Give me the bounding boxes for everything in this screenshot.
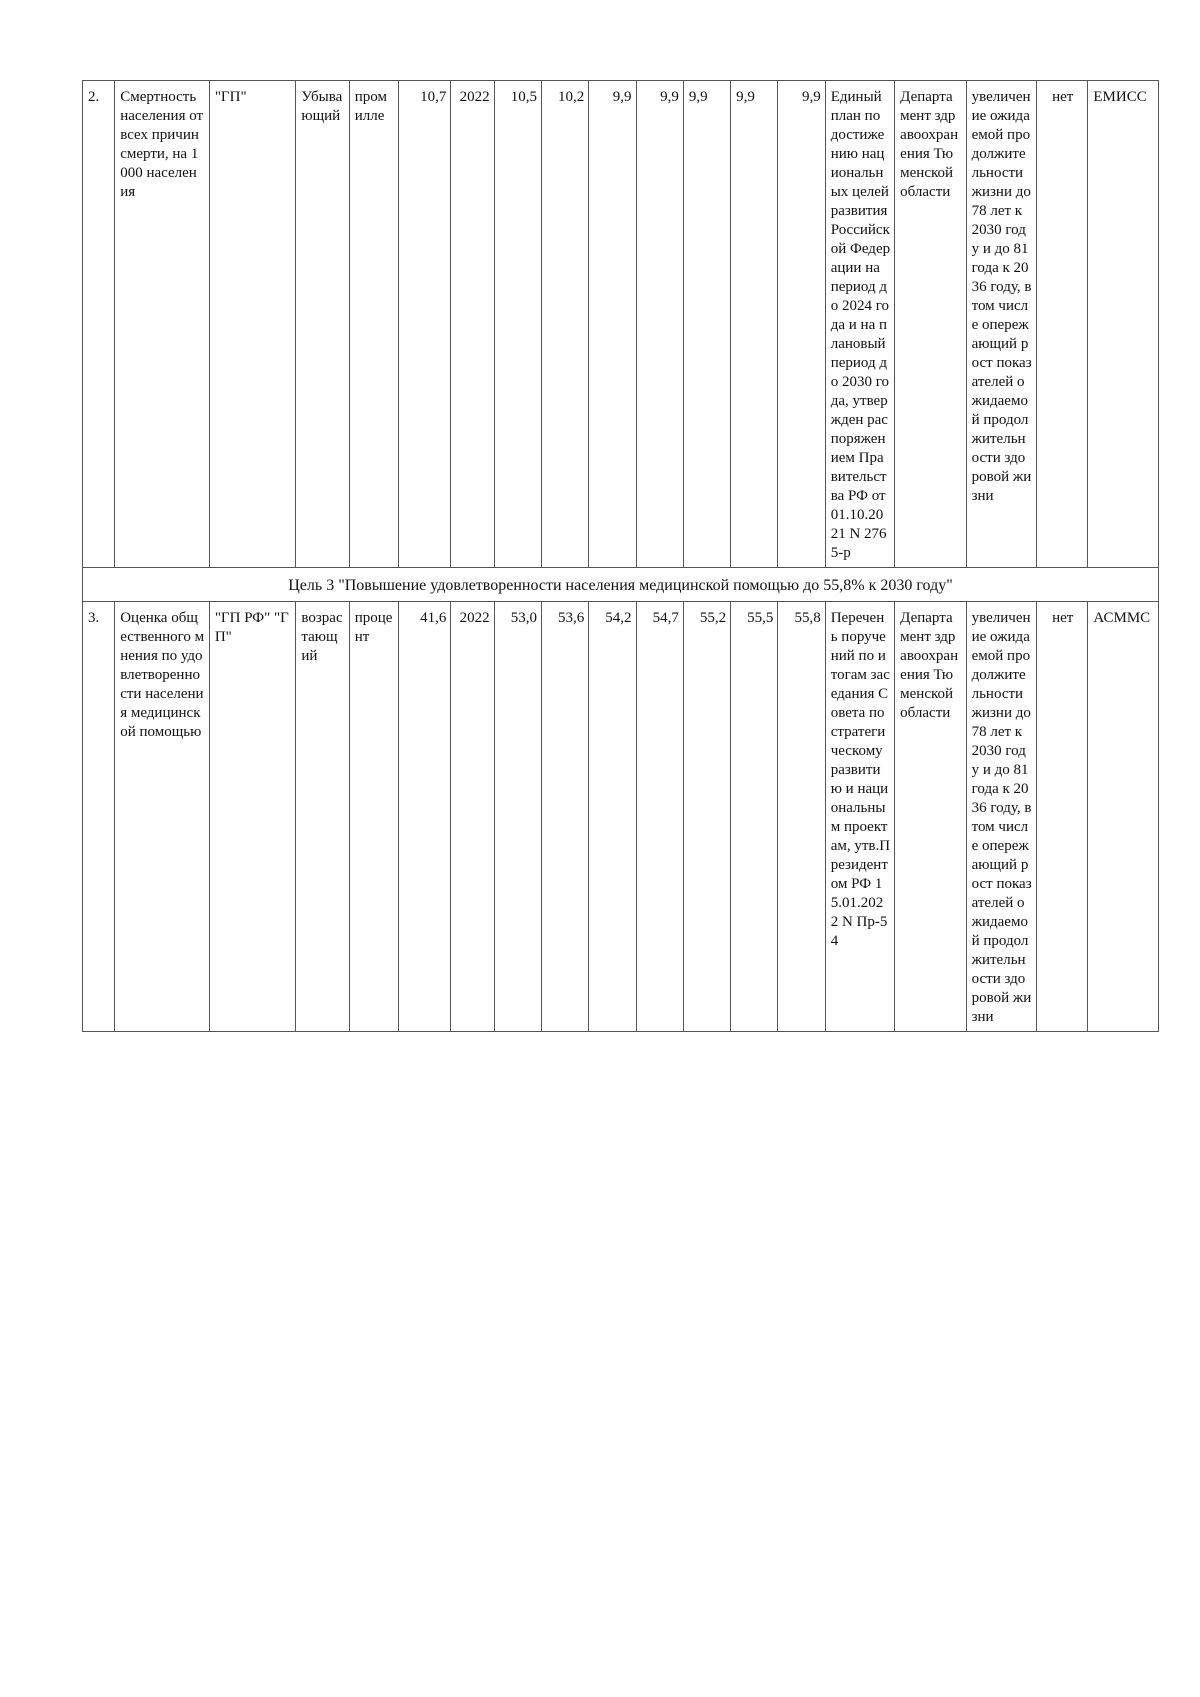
target-value: 9,9 [683,81,730,568]
indicator-trend: Убывающий [296,81,349,568]
national-goal-link: увеличение ожидаемой продолжительности жизни до 78 лет к 2030 году и до 81 года к 2036 году, в том числе опережающий рост показателей ожидаемой продолжительности здоровой жизни [966,81,1036,568]
base-year: 2022 [451,602,494,1032]
base-year: 2022 [451,81,494,568]
goal-row [83,568,1159,602]
target-value: 54,2 [589,602,636,1032]
target-value: 9,9 [589,81,636,568]
national-goal-link: увеличение ожидаемой продолжительности жизни до 78 лет к 2030 году и до 81 года к 2036 году, в том числе опережающий рост показателей ожидаемой продолжительности здоровой жизни [966,602,1036,1032]
indicator-name: Смертность населения от всех причин смерти, на 1000 населения [115,81,210,568]
indicator-trend: возрастающий [296,602,349,1032]
indicator-source: "ГП" [209,81,296,568]
regulatory-document: Единый план по достижению национальных целей развития Российской Федерации на период до 2024 года и на плановый период до 2030 года, утвержден распоряжением Правительства РФ от 01.10.2021 N 2765-р [825,81,894,568]
table-row [83,602,1159,1032]
indicators-table [82,80,1159,1032]
flag-value: нет [1037,81,1088,568]
target-value: 55,2 [683,602,730,1032]
row-number: 3. [83,602,115,1032]
target-value: 9,9 [731,81,778,568]
target-value: 9,9 [636,81,683,568]
indicator-source: "ГП РФ" "ГП" [209,602,296,1032]
target-value: 10,2 [541,81,588,568]
indicator-unit: процент [349,602,398,1032]
indicator-name: Оценка общественного мнения по удовлетворенности населения медицинской помощью [115,602,210,1032]
target-value: 55,8 [778,602,825,1032]
responsible-department: Департамент здравоохранения Тюменской области [895,602,966,1032]
responsible-department: Департамент здравоохранения Тюменской области [895,81,966,568]
target-value: 9,9 [778,81,825,568]
indicator-unit: промилле [349,81,398,568]
information-system: ЕМИСС [1088,81,1159,568]
target-value: 55,5 [731,602,778,1032]
information-system: АСММС [1088,602,1159,1032]
target-value: 10,5 [494,81,541,568]
row-number: 2. [83,81,115,568]
table-row [83,81,1159,568]
target-value: 54,7 [636,602,683,1032]
base-value: 41,6 [399,602,451,1032]
target-value: 53,6 [541,602,588,1032]
flag-value: нет [1037,602,1088,1032]
goal-heading: Цель 3 "Повышение удовлетворенности населения медицинской помощью до 55,8% к 2030 году" [83,568,1159,602]
regulatory-document: Перечень поручений по итогам заседания Совета по стратегическому развитию и национальным проектам, утв.Президентом РФ 15.01.2022 N Пр-54 [825,602,894,1032]
base-value: 10,7 [399,81,451,568]
target-value: 53,0 [494,602,541,1032]
